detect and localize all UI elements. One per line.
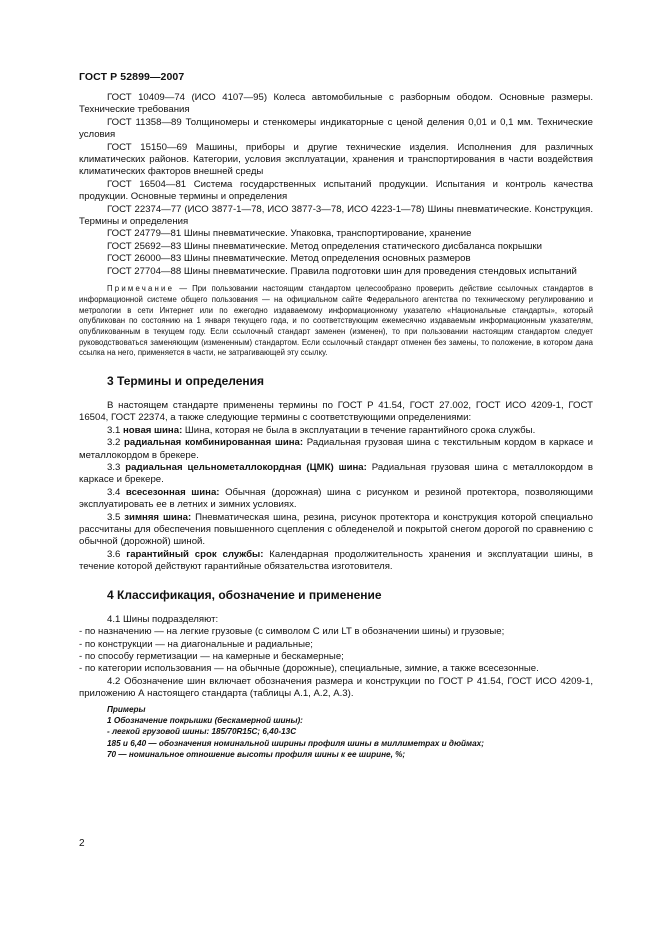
examples-block: [79, 704, 593, 761]
term-definition: [79, 512, 593, 549]
term-number: 3.3: [107, 462, 121, 474]
term-name: радиальная комбинированная шина:: [124, 437, 304, 449]
reference-item: ГОСТ 15150—69 Машины, приборы и другие технические изделия. Исполнения для различных климатических районов. Категории, условия эксплуатации, хранения и транспортирования в части воздействия климатических факторов внешней среды: [79, 141, 593, 178]
page-content: [79, 92, 593, 761]
term-definition: [79, 437, 593, 462]
term-text: Радиальная грузовая шина с металлокордом в каркасе и брекере.: [79, 462, 593, 486]
term-number: 3.1: [107, 424, 121, 436]
list-item: - по конструкции — на диагональные и радиальные;: [79, 638, 313, 650]
term-text: Радиальная грузовая шина с текстильным кордом в каркасе и металлокордом в брекере.: [79, 437, 594, 461]
term-text: Пневматическая шина, резина, рисунок протектора и конструкция которой специально рассчитаны для обеспечения повышенного сцепления с обледенелой и покрытой снегом дорогой по сравнению с обычной (дорожной) шиной.: [79, 511, 594, 548]
section-4-heading: 4 Классификация, обозначение и применение: [107, 587, 382, 602]
term-text: Шина, которая не была в эксплуатации в течение гарантийного срока службы.: [182, 424, 536, 436]
note-text: — При пользовании настоящим стандартом целесообразно проверить действие ссылочных стандартов в информационной системе общего пользования — на официальном сайте Федерального агентства по техническому регулированию и метрологии в сети Интернет или по ежегодно издаваемому информационному указателю «Национальные стандарты», который опубликован по состоянию на 1 января текущего года, и по соответствующим ежемесячно издаваемым информационным указателям, опубликованным в текущем году. Если ссылочный стандарт заменен (изменен), то при пользовании настоящим стандартом следует руководствоваться заменяющим (измененным) стандартом. Если ссылочный стандарт отменен без замены, то положение, в котором дана ссылка на него, применяется в части, не затрагивающей эту ссылку.: [79, 284, 593, 358]
examples-title: Примеры: [107, 704, 146, 714]
reference-item: ГОСТ 27704—88 Шины пневматические. Правила подготовки шин для проведения стендовых испытаний: [107, 265, 577, 277]
reference-item: ГОСТ 25692—83 Шины пневматические. Метод определения статического дисбаланса покрышки: [107, 240, 542, 252]
term-name: всесезонная шина:: [125, 486, 220, 498]
example-line: 1 Обозначение покрышки (бескамерной шины):: [107, 715, 303, 725]
term-number: 3.5: [107, 511, 121, 523]
term-number: 3.4: [107, 486, 121, 498]
term-definition: [79, 425, 593, 437]
term-number: 3.6: [107, 548, 121, 560]
term-definition: [79, 549, 593, 574]
term-definition: [79, 487, 593, 512]
reference-item: ГОСТ 10409—74 (ИСО 4107—95) Колеса автомобильные с разборным ободом. Основные размеры. Технические требования: [79, 92, 593, 116]
paragraph-4-1: 4.1 Шины подразделяют:: [107, 613, 219, 625]
note-paragraph: [79, 284, 593, 359]
note-label: Примечание: [107, 284, 175, 294]
normative-references: [79, 92, 593, 278]
reference-item: ГОСТ 11358—89 Толщиномеры и стенкомеры индикаторные с ценой деления 0,01 и 0,1 мм. Технические условия: [79, 116, 593, 141]
term-text: Календарная продолжительность хранения и эксплуатации шины, в течение которой действуют гарантийные обязательства изготовителя.: [79, 548, 593, 573]
term-number: 3.2: [107, 437, 121, 449]
example-line: - легкой грузовой шины: 185/70R15C; 6,40-13C: [107, 727, 297, 737]
section-3-heading: 3 Термины и определения: [107, 374, 265, 389]
section-3-intro: В настоящем стандарте применены термины по ГОСТ Р 41.54, ГОСТ 27.002, ГОСТ ИСО 4209-1, ГОСТ 16504, ГОСТ 22374, а также следующие термины с соответствующими определениями:: [79, 400, 593, 424]
term-name: радиальная цельнометаллокордная (ЦМК) шина:: [125, 462, 367, 474]
page-number: 2: [79, 838, 85, 849]
term-text: Обычная (дорожная) шина с рисунком и резиной протектора, позволяющими эксплуатировать ее в летних и зимних условиях.: [79, 486, 593, 511]
reference-item: ГОСТ 24779—81 Шины пневматические. Упаковка, транспортирование, хранение: [107, 228, 472, 240]
paragraph-4-2: 4.2 Обозначение шин включает обозначения размера и конструкции по ГОСТ Р 41.54, ГОСТ ИСО 4209-1, приложению А настоящего стандарта (таблицы А.1, А.2, А.3).: [79, 675, 593, 700]
example-line: 185 и 6,40 — обозначения номинальной ширины профиля шины в миллиметрах и дюймах;: [107, 738, 484, 748]
example-line: 70 — номинальное отношение высоты профиля шины к ее ширине, %;: [107, 750, 406, 760]
list-item: - по категории использования — на обычные (дорожные), специальные, зимние, а также всесезонные.: [79, 663, 539, 675]
reference-item: ГОСТ 26000—83 Шины пневматические. Метод определения основных размеров: [107, 253, 471, 265]
document-header: ГОСТ Р 52899—2007: [79, 71, 185, 83]
term-name: зимняя шина:: [124, 511, 192, 523]
term-name: новая шина:: [123, 424, 183, 436]
list-item: - по способу герметизации — на камерные и бескамерные;: [79, 650, 344, 662]
term-name: гарантийный срок службы:: [126, 548, 264, 560]
reference-item: ГОСТ 16504—81 Система государственных испытаний продукции. Испытания и контроль качества продукции. Основные термины и определения: [79, 178, 593, 203]
reference-item: ГОСТ 22374—77 (ИСО 3877-1—78, ИСО 3877-3—78, ИСО 4223-1—78) Шины пневматические. Конструкция. Термины и определения: [79, 203, 593, 228]
term-definition: [79, 462, 593, 487]
list-item: - по назначению — на легкие грузовые (с символом C или LT в обозначении шины) и грузовые;: [79, 626, 505, 638]
